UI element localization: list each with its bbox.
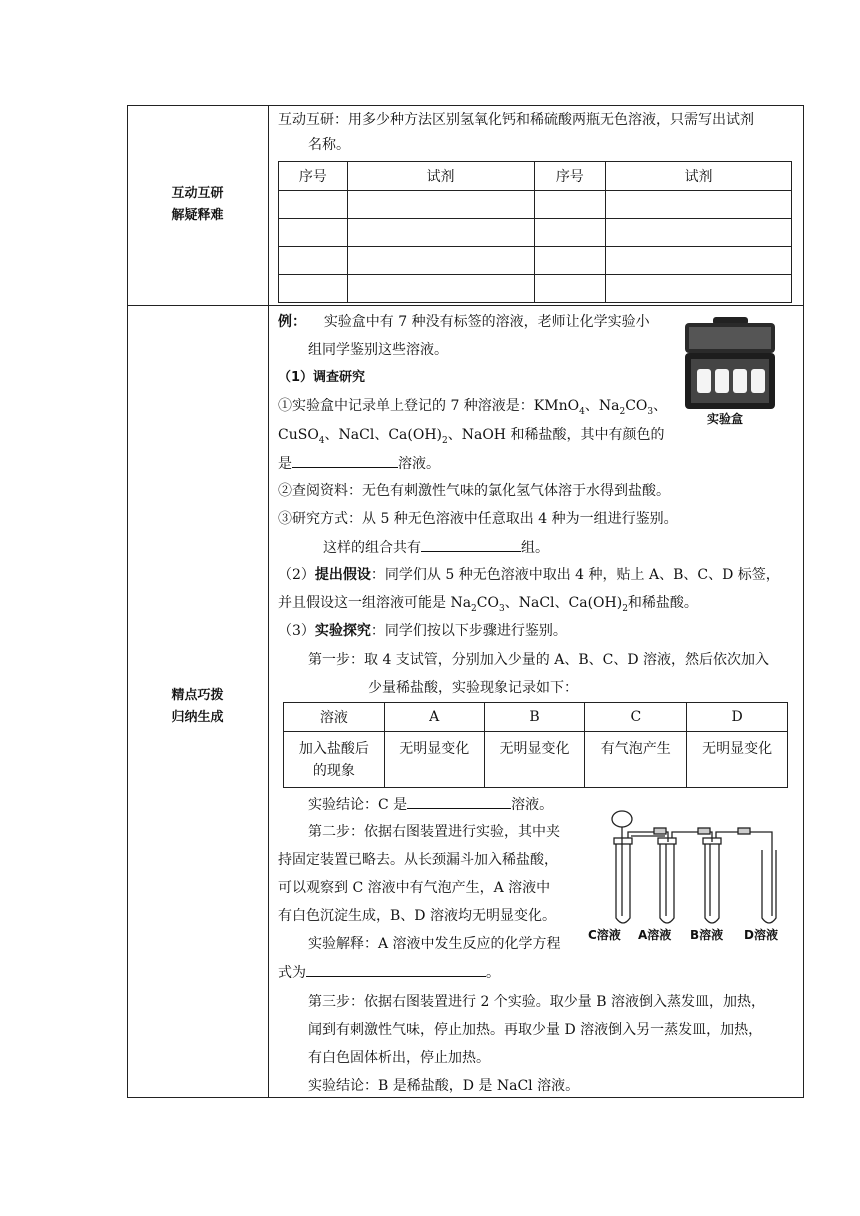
subscript: 3	[647, 406, 654, 417]
question-line1: 互动互研：用多少种方法区别氢氧化钙和稀硫酸两瓶无色溶液，只需写出试剂	[278, 112, 754, 128]
header-cell: A	[384, 703, 484, 732]
answer-blank[interactable]	[292, 453, 398, 468]
hypothesis-line2	[278, 593, 698, 619]
section1-label-line1: 互动互研	[171, 186, 224, 201]
text-span: 、NaOH 和稀盐酸，其中有颜色的	[447, 427, 665, 443]
example-text: 实验盒中有 7 种没有标签的溶液，老师让化学实验小	[323, 314, 650, 330]
text-span: （2）	[278, 567, 315, 583]
text-span: 并且假设这一组溶液可能是 Na	[278, 595, 472, 611]
row-label-cell	[284, 732, 385, 788]
box-caption: 实验盒	[707, 412, 744, 426]
method-line: ③研究方式：从 5 种无色溶液中任意取出 4 种为一组进行鉴别。	[278, 511, 678, 527]
step3-line2: 闻到有刺激性气味，停止加热。再取少量 D 溶液倒入另一蒸发皿，加热，	[308, 1022, 763, 1038]
table-cell[interactable]	[347, 191, 534, 219]
exploration-title: 实验探究	[314, 623, 371, 639]
answer-blank[interactable]	[421, 537, 521, 552]
step1-line2: 少量稀盐酸，实验现象记录如下：	[368, 680, 578, 696]
hypothesis-line1	[278, 565, 780, 585]
header-cell: C	[585, 703, 687, 732]
exploration-line	[278, 621, 567, 641]
text-span: 、Na	[584, 398, 620, 414]
step2-line1: 第二步：依据右图装置进行实验，其中夹	[308, 824, 560, 840]
table-cell[interactable]	[279, 247, 348, 275]
header-cell: 溶液	[284, 703, 385, 732]
row-label-line2: 的现象	[312, 762, 355, 779]
text-span: 、NaCl、Ca(OH)	[324, 427, 442, 443]
text-span: （3）	[278, 623, 315, 639]
solution-list-line2	[278, 425, 664, 451]
table-cell[interactable]	[279, 275, 348, 303]
table-cell[interactable]	[279, 219, 348, 247]
tube-label: D溶液	[744, 928, 778, 942]
example-line1	[278, 312, 650, 332]
table-cell[interactable]	[347, 275, 534, 303]
conclusion3-line: 实验结论：B 是稀盐酸，D 是 NaCl 溶液。	[308, 1078, 580, 1094]
header-cell: 序号	[279, 162, 348, 191]
combination-line	[323, 537, 549, 558]
table-cell[interactable]	[534, 191, 606, 219]
table-cell: 有气泡产生	[585, 732, 687, 788]
reference-line: ②查阅资料：无色有刺激性气味的氯化氢气体溶于水得到盐酸。	[278, 483, 670, 499]
colored-solution-line	[278, 453, 440, 474]
text-span: CO	[625, 398, 648, 414]
equation-line	[278, 962, 500, 983]
reagent-table	[278, 161, 792, 303]
subscript: 2	[619, 406, 626, 417]
table-cell[interactable]	[534, 275, 606, 303]
text-span: 实验结论：C 是	[308, 797, 408, 813]
text-span: 和稀盐酸。	[627, 595, 698, 611]
text-span: 组。	[521, 540, 549, 556]
subscript: 3	[498, 603, 505, 614]
text-span: ①实验盒中记录单上登记的 7 种溶液是：KMnO	[278, 398, 580, 414]
example-label: 例：	[278, 314, 306, 330]
table-cell[interactable]	[606, 275, 792, 303]
answer-blank[interactable]	[407, 794, 511, 809]
table-row	[279, 275, 792, 303]
section1-label	[127, 183, 268, 227]
step2-line5: 实验解释：A 溶液中发生反应的化学方程	[308, 936, 561, 952]
step3-line1: 第三步：依据右图装置进行 2 个实验。取少量 B 溶液倒入蒸发皿，加热，	[308, 994, 765, 1010]
table-row	[279, 191, 792, 219]
text-span: ：同学们从 5 种无色溶液中取出 4 种，贴上 A、B、C、D 标签，	[370, 567, 780, 583]
table-row	[284, 732, 788, 788]
apparatus-diagram	[588, 808, 788, 944]
text-span: 是	[278, 456, 292, 472]
subscript: 2	[471, 603, 477, 614]
section2-label-line1: 精点巧拨	[171, 688, 224, 703]
text-span: 、	[653, 398, 668, 414]
header-cell: 试剂	[347, 162, 534, 191]
hypothesis-title: 提出假设	[314, 567, 371, 583]
solution-list-line1	[278, 396, 667, 422]
step2-line4: 有白色沉淀生成，B、D 溶液均无明显变化。	[278, 908, 556, 924]
table-cell: 无明显变化	[687, 732, 788, 788]
subscript: 2	[622, 603, 628, 614]
table-cell[interactable]	[534, 247, 606, 275]
step3-line3: 有白色固体析出，停止加热。	[308, 1050, 490, 1066]
tube-label: C溶液	[588, 928, 621, 942]
tube-label: B溶液	[690, 928, 724, 942]
result-table-header	[284, 703, 788, 732]
table-row	[279, 219, 792, 247]
step2-line2: 持固定装置已略去。从长颈漏斗加入稀盐酸，	[278, 852, 558, 868]
text-span: 溶液。	[398, 456, 440, 472]
step2-line3: 可以观察到 C 溶液中有气泡产生，A 溶液中	[278, 880, 551, 896]
section1-label-line2: 解疑释难	[171, 208, 224, 223]
conclusion1-line	[308, 794, 553, 815]
table-cell: 无明显变化	[484, 732, 585, 788]
tube-label: A溶液	[638, 928, 672, 942]
header-cell: D	[687, 703, 788, 732]
step1-title: （1）调查研究	[278, 370, 366, 385]
header-cell: 序号	[534, 162, 606, 191]
table-cell[interactable]	[347, 247, 534, 275]
table-cell[interactable]	[606, 191, 792, 219]
section2-label	[127, 685, 268, 729]
row-divider	[127, 305, 804, 306]
subscript: 2	[442, 435, 448, 446]
table-cell: 无明显变化	[384, 732, 484, 788]
table-cell[interactable]	[606, 247, 792, 275]
table-cell[interactable]	[347, 219, 534, 247]
text-span: 、NaCl、Ca(OH)	[504, 595, 623, 611]
text-span: 。	[486, 965, 500, 981]
text-span: CO	[476, 595, 499, 611]
answer-blank[interactable]	[306, 962, 486, 977]
text-span: CuSO	[278, 427, 319, 443]
test-tube-apparatus-icon	[588, 808, 788, 944]
text-span: 式为	[278, 965, 306, 981]
reagent-table-header	[279, 162, 792, 191]
table-cell[interactable]	[279, 191, 348, 219]
text-span: ：同学们按以下步骤进行鉴别。	[370, 623, 567, 639]
section2-label-line2: 归纳生成	[171, 710, 224, 725]
subscript: 4	[579, 406, 585, 417]
step1-line1: 第一步：取 4 支试管，分别加入少量的 A、B、C、D 溶液，然后依次加入	[308, 652, 770, 668]
result-table	[283, 702, 788, 788]
text-span: 这样的组合共有	[323, 540, 421, 556]
experiment-box-image	[683, 317, 778, 429]
table-row	[279, 247, 792, 275]
question-line2: 名称。	[308, 137, 350, 153]
table-cell[interactable]	[606, 219, 792, 247]
table-cell[interactable]	[534, 219, 606, 247]
subscript: 4	[318, 435, 325, 446]
column-divider	[268, 105, 269, 1098]
header-cell: B	[484, 703, 585, 732]
example-line2: 组同学鉴别这些溶液。	[308, 342, 448, 358]
row-label-line1: 加入盐酸后	[298, 740, 369, 757]
text-span: 溶液。	[511, 797, 554, 813]
header-cell: 试剂	[606, 162, 792, 191]
